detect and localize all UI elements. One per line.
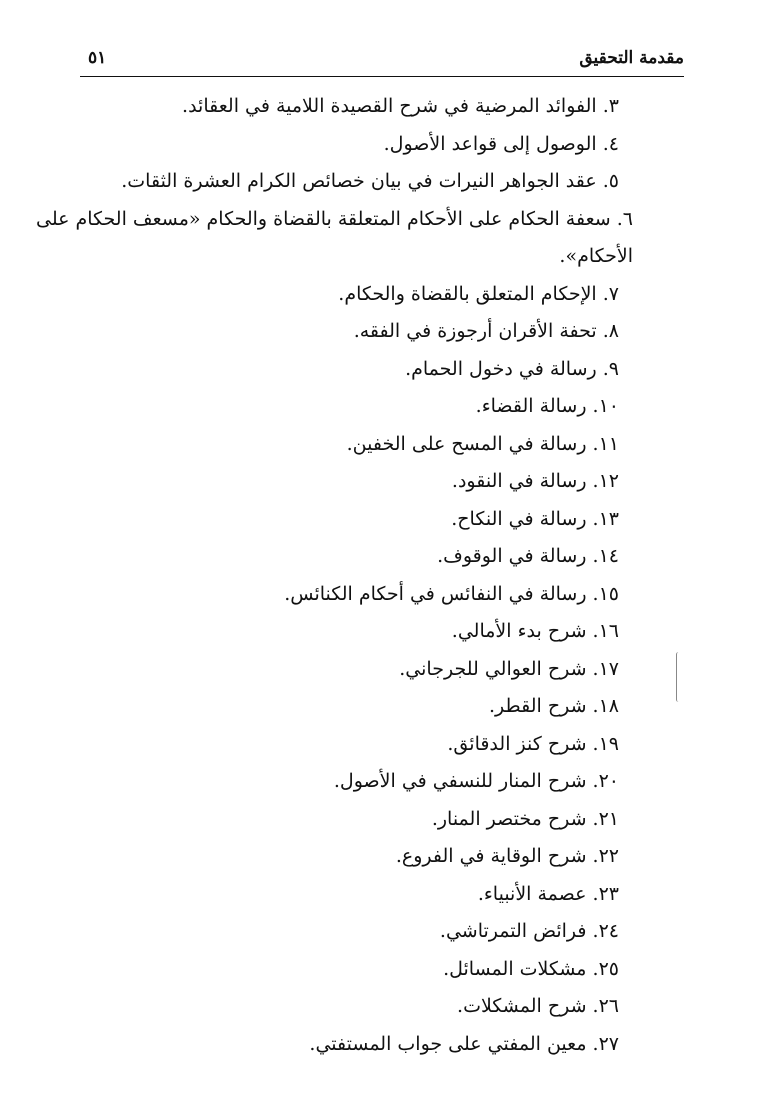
list-item: ٨. تحفة الأقران أرجوزة في الفقه. [353,320,619,342]
list-item: ٢٤. فرائض التمرتاشي. [439,920,619,942]
list-item: ١١. رسالة في المسح على الخفين. [346,432,619,455]
list-item: ٢٦. شرح المشكلات. [457,995,619,1017]
page-header [80,44,684,76]
list-item: ٢٧. معين المفتي على جواب المستفتي. [309,1032,619,1055]
list-item: ١٣. رسالة في النكاح. [451,507,619,530]
list-item: ٥. عقد الجواهر النيرات في بيان خصائص الكرام العشرة الثقات. [121,170,619,192]
list-item: ١٢. رسالة في النقود. [451,470,619,492]
list-item: ١٧. شرح العوالي للجرجاني. [399,657,619,680]
header-divider [80,76,684,77]
list-item: ١٠. رسالة القضاء. [475,395,619,417]
list-item: ٢١. شرح مختصر المنار. [431,807,619,830]
list-item: ٢٠. شرح المنار للنسفي في الأصول. [333,770,619,792]
list-item: ١٥. رسالة في النفائس في أحكام الكنائس. [284,582,619,605]
list-item: ١٤. رسالة في الوقوف. [437,545,619,567]
section-title: مقدمة التحقيق [579,48,684,68]
list-item: ٢٣. عصمة الأنبياء. [477,882,619,905]
list-item: ٣. الفوائد المرضية في شرح القصيدة اللامية في العقائد. [182,95,619,117]
list-item: ٢٢. شرح الوقاية في الفروع. [395,845,619,867]
list-item: ٤. الوصول إلى قواعد الأصول. [383,132,619,155]
list-item: ٧. الإحكام المتعلق بالقضاة والحكام. [338,282,619,305]
margin-bracket-mark [676,652,681,702]
page-number: ٥١ [88,48,107,68]
list-item: ١٩. شرح كنز الدقائق. [447,732,619,755]
list-item: ١٦. شرح بدء الأمالي. [451,620,619,642]
list-item: ٦. سعفة الحكام على الأحكام المتعلقة بالقضاة والحكام «مسعف الحكام على الأحكام». [35,207,633,267]
list-item: ٩. رسالة في دخول الحمام. [405,357,619,380]
works-list [35,88,633,1063]
list-item: ٢٥. مشكلات المسائل. [443,957,619,980]
list-item: ١٨. شرح القطر. [489,695,619,717]
